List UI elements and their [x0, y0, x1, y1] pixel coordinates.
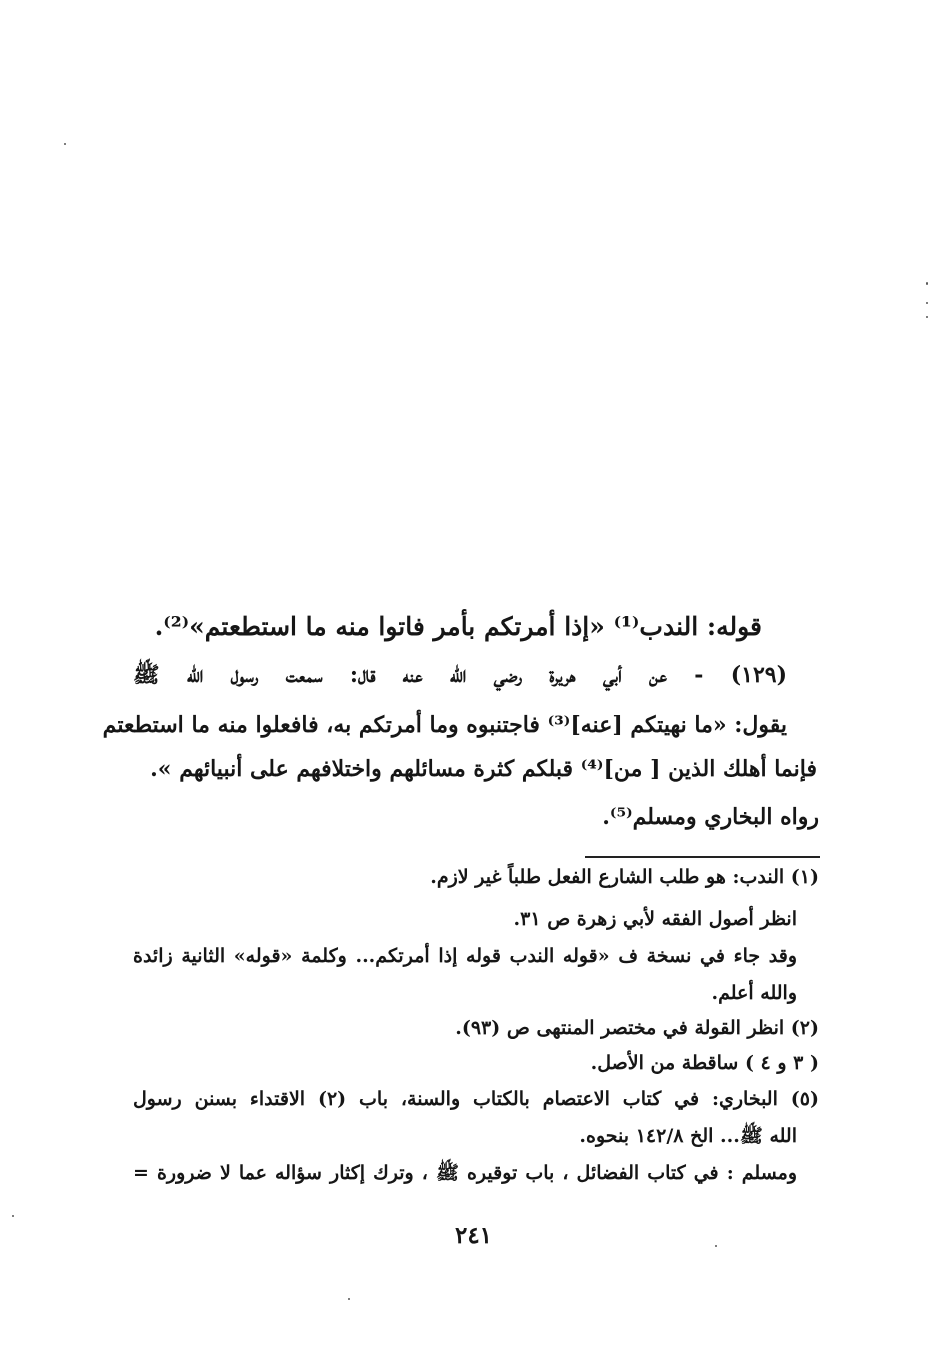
footnote-separator [585, 856, 820, 858]
footnote-1-line-1: (١) الندب: هو طلب الشارع الفعل طلباً غير لازم. [430, 866, 819, 888]
hadith-line-3: فإنما أهلك الذين [ من]⁽⁴⁾ قبلكم كثرة مسائلهم واختلافهم على أنبيائهم ». [150, 756, 817, 782]
footnote-1-line-3: وقد جاء في نسخة ف «قوله الندب قوله إذا أمرتكم... وكلمة «قوله» الثانية زائدة [133, 945, 797, 967]
scan-speck [715, 1245, 717, 1247]
hadith-line-2: يقول: «ما نهيتكم [عنه]⁽³⁾ فاجتنبوه وما أمرتكم به، فافعلوا منه ما استطعتم [102, 712, 787, 738]
section-heading: قوله: الندب⁽¹⁾ «إذا أمرتكم بأمر فاتوا منه ما استطعتم»⁽²⁾. [154, 612, 762, 641]
scan-speck [348, 1298, 350, 1300]
footnote-5-line-2: الله ﷺ... الخ ١٤٢/٨ بنحوه. [579, 1125, 797, 1147]
hadith-line-1: (١٢٩) - عن أبي هريرة رضي الله عنه قال: سمعت رسول الله ﷺ [133, 662, 787, 688]
footnote-2: (٢) انظر القولة في مختصر المنتهى ص (٩٣). [455, 1017, 819, 1039]
scan-speck [926, 282, 928, 285]
footnote-5-line-1: (٥) البخاري: في كتاب الاعتصام بالكتاب والسنة، باب (٢) الاقتداء بسنن رسول [133, 1088, 819, 1110]
footnote-5-line-3: ومسلم : في كتاب الفضائل ، باب توقيره ﷺ ، وترك إكثار سؤاله عما لا ضرورة = [133, 1162, 797, 1184]
footnote-3-4: ( ٣ و ٤ ) ساقطة من الأصل. [590, 1052, 819, 1074]
scan-speck [926, 302, 928, 304]
footnote-1-line-4: والله أعلم. [711, 982, 797, 1004]
footnote-1-line-2: انظر أصول الفقه لأبي زهرة ص ٣١. [513, 908, 797, 930]
hadith-attribution: رواه البخاري ومسلم⁽⁵⁾. [602, 804, 819, 830]
page-number: ٢٤١ [454, 1222, 493, 1249]
scan-speck [12, 1215, 14, 1217]
scan-speck [64, 143, 66, 145]
scan-speck [926, 316, 928, 318]
